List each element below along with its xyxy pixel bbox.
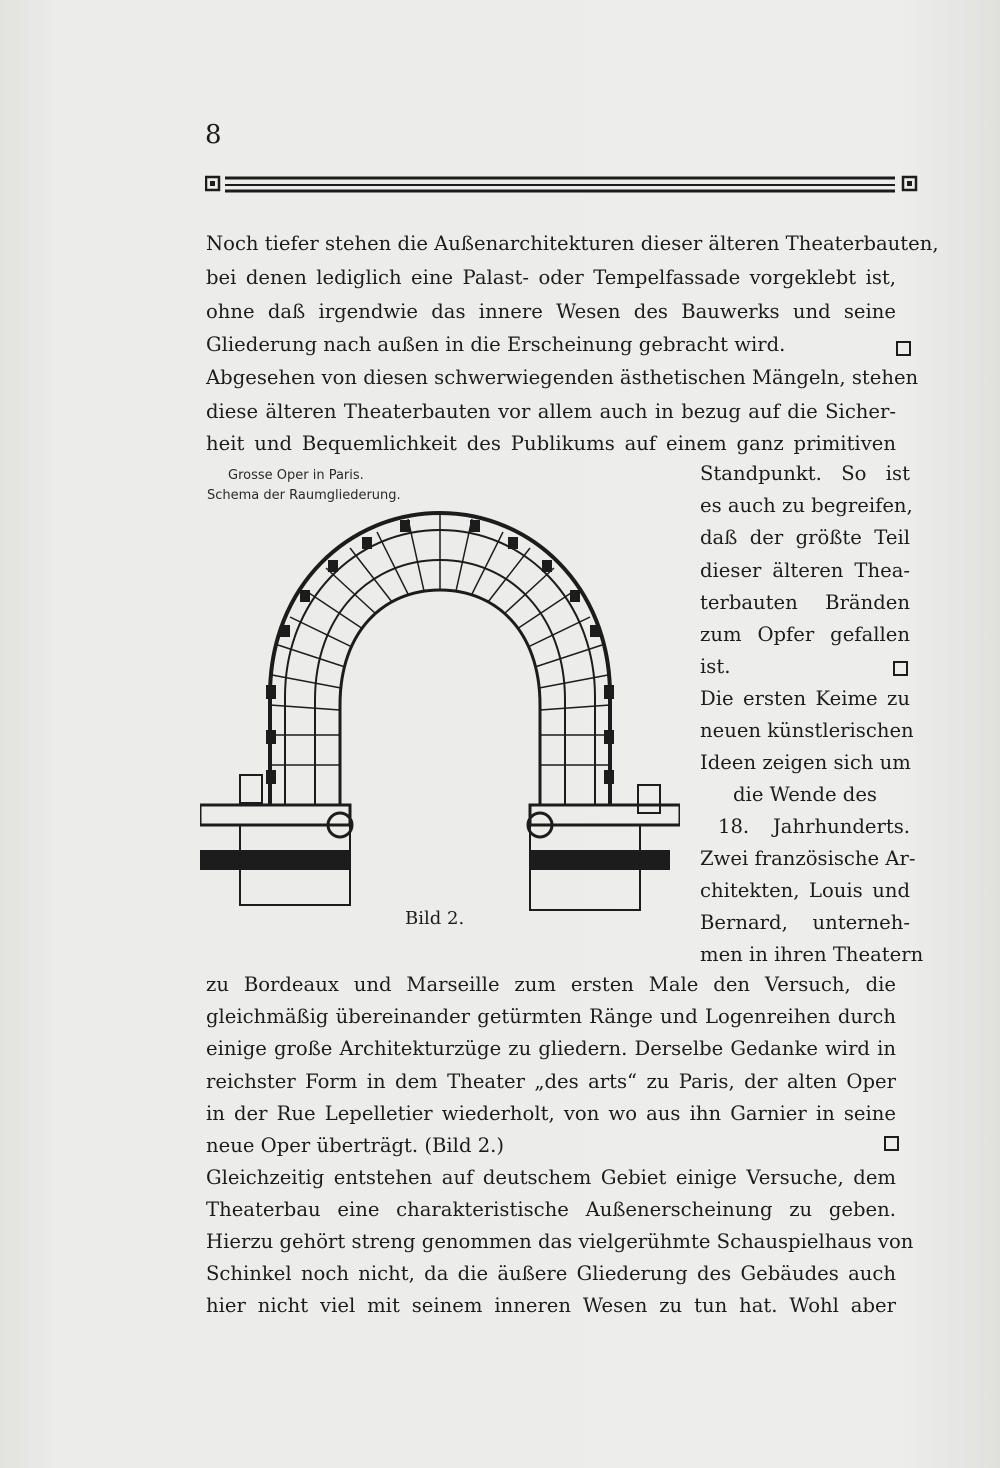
- paragraph-end-square: [893, 661, 908, 676]
- text-line: bei denen lediglich eine Palast- oder Tempelfassade vorgeklebt ist,: [206, 266, 896, 289]
- column-line: ist.: [700, 655, 731, 678]
- text-line: diese älteren Theaterbauten vor allem auch in bezug auf die Sicher-: [206, 400, 896, 423]
- paragraph-end-square: [896, 341, 911, 356]
- column-line: Bernard, unterneh-: [700, 911, 910, 934]
- column-line: es auch zu begreifen,: [700, 494, 913, 517]
- text-line: Schinkel noch nicht, da die äußere Gliederung des Gebäudes auch: [206, 1262, 896, 1285]
- text-line: Abgesehen von diesen schwerwiegenden ästhetischen Mängeln, stehen: [206, 366, 919, 389]
- text-line: Theaterbau eine charakteristische Außenerscheinung zu geben.: [206, 1198, 896, 1221]
- page-number: 8: [205, 120, 222, 150]
- column-line: zum Opfer gefallen: [700, 623, 910, 646]
- text-line: Noch tiefer stehen die Außenarchitekturen dieser älteren Theaterbauten,: [206, 232, 939, 255]
- text-line: in der Rue Lepelletier wiederholt, von wo aus ihn Garnier in seine: [206, 1102, 896, 1125]
- opera-floor-plan-figure: [200, 505, 680, 925]
- column-line: Ideen zeigen sich um: [700, 751, 911, 774]
- decorative-header-rule: [205, 172, 920, 196]
- text-line: hier nicht viel mit seinem inneren Wesen zu tun hat. Wohl aber: [206, 1294, 896, 1317]
- column-line: dieser älteren Thea-: [700, 559, 910, 582]
- figure-caption: Schema der Raumgliederung.: [207, 488, 401, 503]
- text-line: heit und Bequemlichkeit des Publikums auf einem ganz primitiven: [206, 432, 896, 455]
- text-line: zu Bordeaux und Marseille zum ersten Male den Versuch, die: [206, 973, 896, 996]
- text-line: Gleichzeitig entstehen auf deutschem Gebiet einige Versuche, dem: [206, 1166, 896, 1189]
- figure-label: Bild 2.: [405, 908, 465, 929]
- text-line: gleichmäßig übereinander getürmten Ränge und Logenreihen durch: [206, 1005, 896, 1028]
- text-line: reichster Form in dem Theater „des arts“ zu Paris, der alten Oper: [206, 1070, 896, 1093]
- paragraph-end-square: [884, 1136, 899, 1151]
- column-line: terbauten Bränden: [700, 591, 910, 614]
- column-line: chitekten, Louis und: [700, 879, 910, 902]
- text-line: Hierzu gehört streng genommen das vielgerühmte Schauspielhaus von: [206, 1230, 914, 1253]
- text-line: neue Oper überträgt. (Bild 2.): [206, 1134, 505, 1157]
- text-line: ohne daß irgendwie das innere Wesen des Bauwerks und seine: [206, 300, 896, 323]
- text-line: einige große Architekturzüge zu gliedern. Derselbe Gedanke wird in: [206, 1037, 896, 1060]
- column-line: Standpunkt. So ist: [700, 462, 910, 485]
- column-line: 18. Jahrhunderts.: [718, 815, 910, 838]
- column-line: Die ersten Keime zu: [700, 687, 910, 710]
- figure-caption: Grosse Oper in Paris.: [228, 468, 364, 483]
- column-line: daß der größte Teil: [700, 526, 910, 549]
- column-line: men in ihren Theatern: [700, 943, 924, 966]
- column-line: Zwei französische Ar-: [700, 847, 916, 870]
- column-line: neuen künstlerischen: [700, 719, 914, 742]
- text-line: Gliederung nach außen in die Erscheinung gebracht wird.: [206, 333, 786, 356]
- column-line: die Wende des: [733, 783, 877, 806]
